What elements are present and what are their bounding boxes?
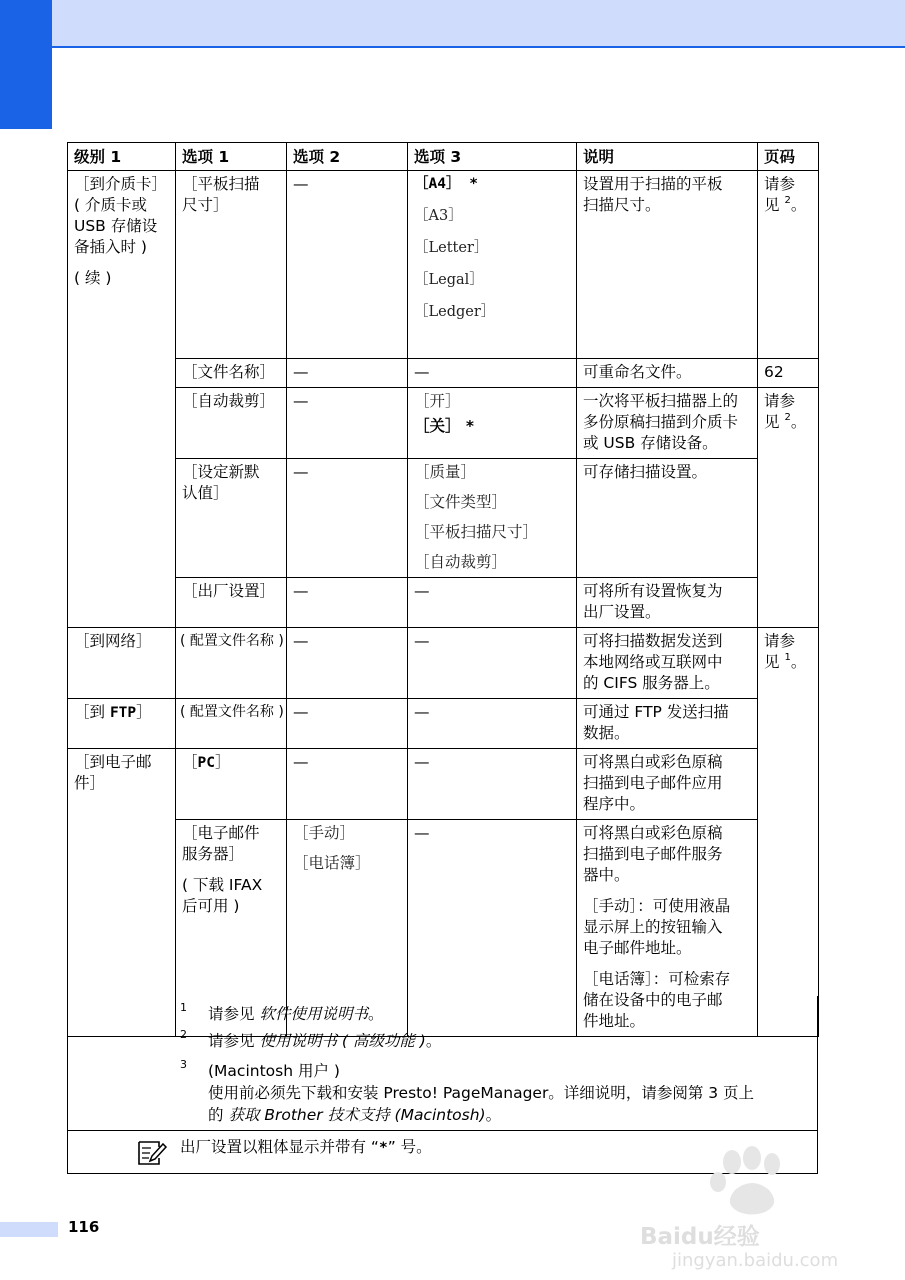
option1-set-default [176,459,287,578]
option2-cell: — [287,628,408,699]
header-option2: 选项 2 [287,143,408,171]
header-option1: 选项 1 [176,143,287,171]
option3-set-default [408,459,577,578]
option-ledger: ［Ledger］ [414,304,496,320]
note-suffix: ” 号。 [387,1138,432,1156]
option1-line: ［设定新默 [182,463,260,481]
option2-cell: — [287,699,408,749]
footnote-line: 使用前必须先下载和安装 Presto! PageManager。详细说明，请参阅第 3 页上 [208,1084,755,1102]
watermark-brand: Baidu经验 [640,1224,760,1250]
footnote-suffix: 。 [485,1106,502,1124]
option2-cell: — [287,171,408,359]
manual-title: 软件使用说明书 [259,1005,368,1023]
footnote-number: 3 [180,1058,187,1071]
option1-factory-reset: ［出厂设置］ [176,578,287,628]
option-manual: ［手动］ [293,824,356,842]
description-set-default: 可存储扫描设置。 [577,459,758,578]
page-ref-auto-crop [758,388,819,628]
footnote-prefix: 请参见 [208,1032,260,1050]
table-row [68,359,819,388]
option3-cell: — [408,628,577,699]
option-flatbed-size: ［平板扫描尺寸］ [414,523,539,541]
page-ref-file-name: 62 [758,359,819,388]
page-ref-line [764,652,813,673]
option-letter: ［Letter］ [414,240,489,256]
support-title: 获取 Brother 技术支持 (Macintosh) [228,1106,486,1124]
option3-cell: — [408,359,577,388]
description-file-name: 可重命名文件。 [577,359,758,388]
option1-text: ［ [182,753,198,771]
description-line: 本地网络或互联网中 [583,653,723,671]
option-on: ［开］ [414,392,461,410]
description-line: 可将黑白或彩色原稿 [583,824,723,842]
description-line: ［电话簿］：可检索存 [583,970,731,988]
description-line: 器中。 [583,866,630,884]
header-page: 页码 [758,143,819,171]
option-off-default: ［关］ * [414,417,475,435]
option2-cell: — [287,359,408,388]
option1-note: ( 下载 IFAX [182,876,263,894]
description-line: 扫描尺寸。 [583,196,661,214]
continued-label: ( 续 ) [74,269,112,287]
footnote-ref: 1 [784,652,791,663]
description-email-pc [577,749,758,820]
table-header-row [68,143,819,171]
table-row [68,628,819,699]
description-line: 设置用于扫描的平板 [583,175,723,193]
page-ref-text: 。 [790,196,807,214]
note-text [180,1136,432,1159]
page-ref-line [764,195,813,216]
footnote-suffix: 。 [425,1032,442,1050]
option2-cell: — [287,459,408,578]
level1-to-ftp [68,699,176,749]
footnote-text [208,1030,810,1052]
option-a3: ［A3］ [414,208,463,224]
page-ref-text: 。 [790,653,807,671]
option1-text: ］ [214,753,231,771]
manual-title: 使用说明书 ( 高级功能 ) [259,1032,426,1050]
header-rule [52,46,905,48]
option2-cell: — [287,578,408,628]
table-row [68,578,819,628]
description-line: 多份原稿扫描到介质卡 [583,413,739,431]
option1-line: 认值］ [182,484,229,502]
option2-cell: — [287,388,408,459]
option3-cell: — [408,749,577,820]
description-ftp [577,699,758,749]
option3-auto-crop [408,388,577,459]
option1-code: PC [197,755,215,771]
description-line: 电子邮件地址。 [583,939,692,957]
description-line: 可通过 FTP 发送扫描 [583,703,729,721]
option1-profile-name: ( 配置文件名称 ) [176,628,287,699]
description-line: 扫描到电子邮件应用 [583,774,723,792]
description-factory-reset [577,578,758,628]
description-line: 可将黑白或彩色原稿 [583,753,723,771]
level1-to-network: ［到网络］ [68,628,176,699]
description-line: 出厂设置。 [583,603,661,621]
description-line: 可将所有设置恢复为 [583,582,723,600]
footnote-prefix: 的 [208,1106,229,1124]
note-pencil-icon [136,1139,168,1167]
option1-profile-name: ( 配置文件名称 ) [176,699,287,749]
option-file-type: ［文件类型］ [414,493,508,511]
watermark-url: jingyan.baidu.com [672,1250,839,1271]
footnote-line [208,1104,810,1126]
level1-media-line: ［到介质卡］ [74,175,168,193]
settings-menu-table [67,142,819,1037]
description-auto-crop [577,388,758,459]
option1-line: ［平板扫描 [182,175,260,193]
option1-scan-size [176,171,287,359]
header-option3: 选项 3 [408,143,577,171]
footnote-text [208,1003,810,1025]
option1-note: 后可用 ) [182,897,240,915]
page-ref-text: 请参 [764,392,796,410]
table-row [68,388,819,459]
description-line: 的 CIFS 服务器上。 [583,674,720,692]
option1-line: ［电子邮件 [182,824,260,842]
table-row [68,699,819,749]
level1-to-email: ［到电子邮件］ [68,749,176,1037]
level1-media-line: ( 介质卡或 [74,196,147,214]
page-ref-text: 请参 [764,632,796,650]
note-divider [68,1130,817,1131]
footnote-number: 2 [180,1028,187,1041]
header-level1: 级别 1 [68,143,176,171]
page-ref-line [764,412,813,433]
level1-media-line: 备插入时 ) [74,238,147,256]
description-line: 数据。 [583,724,630,742]
level1-to-media [68,171,176,628]
level1-media-line: USB 存储设 [74,217,158,235]
option1-line: 服务器］ [182,845,245,863]
option-a4-default: ［A4］ * [414,176,478,192]
description-network [577,628,758,699]
footnote-suffix: 。 [367,1005,384,1023]
footnote-ref: 2 [784,412,791,423]
page-ref-text: 见 [764,653,780,671]
footnote-1 [180,1003,810,1025]
description-line: 显示屏上的按钮输入 [583,918,723,936]
page-ref-network [758,628,819,1037]
description-scan-size [577,171,758,359]
page-ref-text: 请参 [764,175,796,193]
header-band [0,0,905,47]
level1-text: ］ [136,703,152,721]
footnote-ref: 2 [784,195,791,206]
level1-code: FTP [109,705,137,721]
description-line: 程序中。 [583,795,646,813]
description-line: 扫描到电子邮件服务 [583,845,723,863]
footnote-prefix: 请参见 [208,1005,260,1023]
note-prefix: 出厂设置以粗体显示并带有 “ [180,1138,379,1156]
page-number: 116 [68,1218,100,1236]
description-line: 储在设备中的电子邮 [583,991,723,1009]
footnote-line: (Macintosh 用户 ) [208,1062,340,1080]
table-row [68,171,819,359]
option1-auto-crop: ［自动裁剪］ [176,388,287,459]
description-line: 件地址。 [583,1012,646,1030]
page-ref-text: 。 [790,413,807,431]
option-legal: ［Legal］ [414,272,484,288]
footnote-number: 1 [180,1001,187,1014]
option1-pc [176,749,287,820]
page-ref-text: 见 [764,413,780,431]
default-marker: * [378,1140,388,1156]
option1-file-name: ［文件名称］ [176,359,287,388]
page-number-band [0,1222,58,1237]
footnote-2 [180,1030,810,1052]
option3-cell: — [408,820,577,1037]
description-line: 可将扫描数据发送到 [583,632,723,650]
description-line: 或 USB 存储设备。 [583,434,718,452]
table-row [68,459,819,578]
header-description: 说明 [577,143,758,171]
level1-text: ［到 [74,703,110,721]
option3-cell: — [408,578,577,628]
footnote-text [208,1060,810,1126]
page-ref-text: 见 [764,196,780,214]
description-line: ［手动］：可使用液晶 [583,897,731,915]
option3-scan-size [408,171,577,359]
chapter-tab [0,0,52,129]
option2-cell: — [287,749,408,820]
option-auto-crop: ［自动裁剪］ [414,553,508,571]
option1-line: 尺寸］ [182,196,229,214]
description-line: 一次将平板扫描器上的 [583,392,739,410]
option-quality: ［质量］ [414,463,477,481]
option-phonebook: ［电话簿］ [293,854,371,872]
footnote-3 [180,1060,810,1126]
table-row [68,749,819,820]
option3-cell: — [408,699,577,749]
page-ref-scan-size [758,171,819,359]
